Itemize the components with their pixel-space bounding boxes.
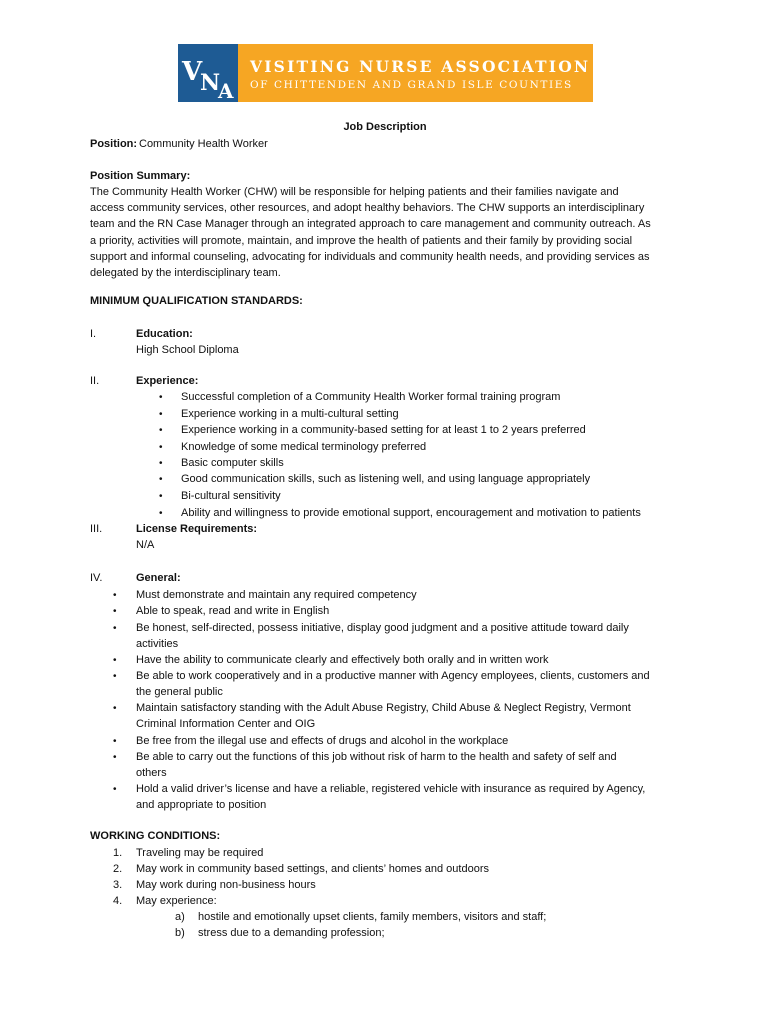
working-condition-item: Traveling may be required: [136, 847, 264, 859]
education-value: High School Diploma: [136, 344, 239, 356]
experience-item: Experience working in a community-based setting for at least 1 to 2 years preferred: [181, 424, 586, 436]
bullet-icon: •: [159, 425, 163, 436]
list-number: 1.: [113, 847, 123, 859]
list-number: 2.: [113, 863, 123, 875]
section-numeral: I.: [90, 328, 97, 340]
bullet-icon: •: [113, 655, 117, 666]
experience-item: Basic computer skills: [181, 457, 284, 469]
svg-text:V: V: [182, 57, 203, 87]
list-letter: b): [175, 927, 185, 939]
general-item-cont: activities: [136, 638, 179, 650]
general-item-cont: the general public: [136, 686, 223, 698]
summary-line: a priority, activities will promote, maintain, and improve the health of patients and their family by providing social: [90, 234, 633, 247]
education-heading: Education:: [136, 328, 193, 340]
logo-name-line1: VISITING NURSE ASSOCIATION: [250, 57, 591, 76]
summary-line: access community services, other resources, and adopt healthy behaviors. The CHW supports an interdisciplinary: [90, 202, 645, 215]
working-condition-subitem: hostile and emotionally upset clients, family members, visitors and staff;: [198, 911, 547, 923]
experience-item: Ability and willingness to provide emotional support, encouragement and motivation to patients: [181, 507, 641, 519]
summary-line: team and the RN Case Manager through an integrated approach to care management and community outreach. As: [90, 218, 651, 231]
vna-logo: [178, 44, 593, 102]
experience-heading: Experience:: [136, 375, 199, 387]
page-title: Job Description: [343, 121, 427, 133]
general-item: Be free from the illegal use and effects of drugs and alcohol in the workplace: [136, 735, 509, 747]
bullet-icon: •: [159, 491, 163, 502]
general-item: Hold a valid driver’s license and have a reliable, registered vehicle with insurance as required by Agency,: [136, 783, 646, 795]
svg-text:N: N: [200, 70, 221, 96]
bullet-icon: •: [159, 409, 163, 420]
list-number: 4.: [113, 895, 123, 907]
working-condition-item: May work during non-business hours: [136, 879, 316, 891]
summary-line: delegated by the interdisciplinary team.: [90, 267, 281, 280]
bullet-icon: •: [159, 474, 163, 485]
bullet-icon: •: [113, 736, 117, 747]
bullet-icon: •: [113, 703, 117, 714]
general-item-cont: and appropriate to position: [136, 799, 267, 811]
list-letter: a): [175, 911, 185, 923]
general-item: Able to speak, read and write in English: [136, 605, 330, 617]
list-number: 3.: [113, 879, 123, 891]
working-condition-item: May work in community based settings, and clients’ homes and outdoors: [136, 863, 489, 875]
bullet-icon: •: [113, 606, 117, 617]
general-heading: General:: [136, 572, 181, 584]
bullet-icon: •: [159, 442, 163, 453]
experience-item: Bi-cultural sensitivity: [181, 490, 281, 502]
position-label: Position:: [90, 138, 138, 150]
bullet-icon: •: [113, 623, 117, 634]
section-numeral: IV.: [90, 572, 103, 584]
section-numeral: III.: [90, 523, 103, 535]
bullet-icon: •: [113, 752, 117, 763]
general-item-cont: Criminal Information Center and OIG: [136, 718, 316, 730]
general-item: Must demonstrate and maintain any required competency: [136, 589, 417, 601]
bullet-icon: •: [113, 590, 117, 601]
general-item-cont: others: [136, 767, 167, 779]
bullet-icon: •: [113, 671, 117, 682]
general-item: Be honest, self-directed, possess initiative, display good judgment and a positive attitude toward daily: [136, 622, 629, 634]
license-heading: License Requirements:: [136, 523, 258, 535]
general-item: Maintain satisfactory standing with the Adult Abuse Registry, Child Abuse & Neglect Registry, Vermont: [136, 702, 631, 714]
min-qual-heading: MINIMUM QUALIFICATION STANDARDS:: [90, 295, 303, 307]
bullet-icon: •: [159, 392, 163, 403]
summary-line: The Community Health Worker (CHW) will be responsible for helping patients and their families navigate and: [90, 186, 619, 198]
experience-item: Knowledge of some medical terminology preferred: [181, 441, 427, 453]
bullet-icon: •: [159, 508, 163, 519]
bullet-icon: •: [113, 784, 117, 795]
working-condition-subitem: stress due to a demanding profession;: [198, 927, 385, 939]
vna-mark-icon: [180, 54, 242, 98]
svg-text:A: A: [218, 79, 234, 98]
summary-line: support and informal counseling, advocating for individuals and community health needs, and providing services as: [90, 250, 650, 263]
general-item: Have the ability to communicate clearly and effectively both orally and in written work: [136, 654, 549, 666]
working-condition-item: May experience:: [136, 895, 217, 907]
summary-heading: Position Summary:: [90, 170, 191, 182]
logo-name-line2: OF CHITTENDEN AND GRAND ISLE COUNTIES: [250, 79, 573, 91]
general-item: Be able to carry out the functions of this job without risk of harm to the health and safety of self and: [136, 751, 617, 763]
bullet-icon: •: [159, 458, 163, 469]
position-value: Community Health Worker: [139, 138, 268, 150]
general-item: Be able to work cooperatively and in a productive manner with Agency employees, clients, customers and: [136, 670, 650, 682]
working-conditions-heading: WORKING CONDITIONS:: [90, 830, 221, 842]
license-value: N/A: [136, 539, 155, 551]
experience-item: Experience working in a multi-cultural setting: [181, 408, 399, 420]
experience-item: Successful completion of a Community Health Worker formal training program: [181, 391, 561, 403]
experience-item: Good communication skills, such as listening well, and using language appropriately: [181, 473, 591, 485]
section-numeral: II.: [90, 375, 100, 387]
summary-paragraph: [90, 184, 690, 281]
